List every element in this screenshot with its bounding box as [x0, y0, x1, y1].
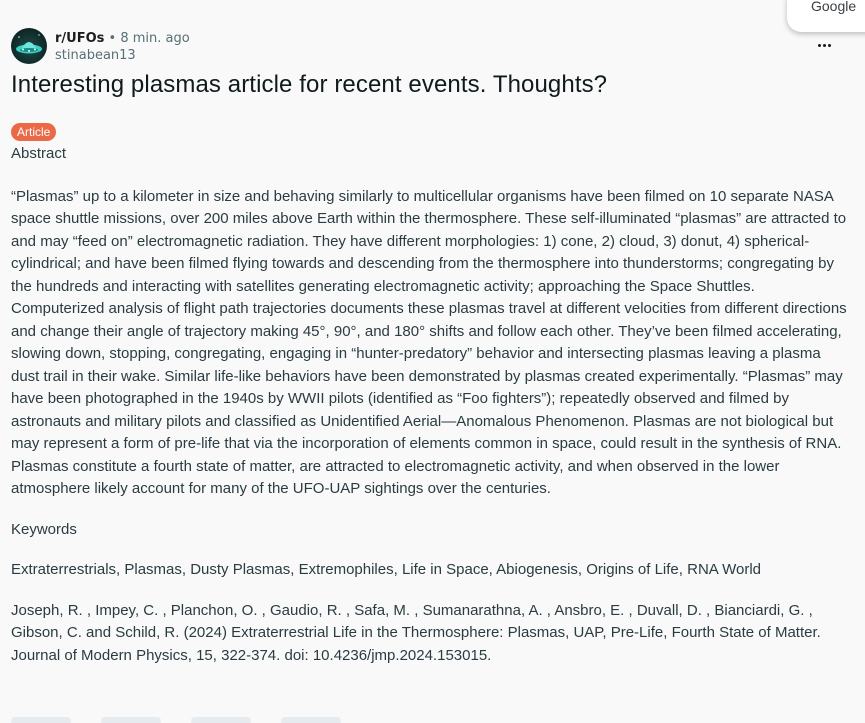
post-time: 8 min. ago [120, 31, 190, 46]
ufo-icon [11, 28, 47, 64]
post-action-bar [11, 717, 341, 723]
more-dots-icon [818, 44, 821, 47]
meta-separator: • [108, 31, 117, 46]
subreddit-avatar[interactable] [11, 28, 47, 64]
google-popup[interactable] [787, 0, 865, 32]
award-button[interactable] [191, 717, 251, 723]
share-button[interactable] [281, 717, 341, 723]
post-author[interactable]: stinabean13 [55, 48, 136, 63]
subreddit-name[interactable]: r/UFOs [55, 31, 105, 46]
abstract-heading: Abstract [11, 145, 67, 162]
abstract-text: “Plasmas” up to a kilometer in size and behaving similarly to multicellular organisms have been filmed on 10 separate NASA space shuttle missions, over 200 miles above Earth within the thermosphere. These self-illuminated “plasmas” are attracted to and may “feed on” electromagnetic radiation. They have different morphologies: 1) cone, 2) cloud, 3) donut, 4) spherical-cylindrical; and have been filmed flying towards and descending from the thermosphere into thunderstorms; congregating by the hundreds and interacting with satellites generating electromagnetic activity; approaching the Space Shuttles. Computerized analysis of flight path trajectories documents these plasmas travel at different velocities from different directions and change their angle of trajectory making 45°, 90°, and 180° shifts and follow each other. They’ve been filmed accelerating, slowing down, stopping, congregating, engaging in “hunter-predatory” behavior and intersecting plasmas leaving a plasma dust trail in their wake. Similar life-like behaviors have been demonstrated by plasmas created experimentally. “Plasmas” may have been photographed in the 1940s by WWII pilots (identified as “Foo fighters”); repeatedly observed and filmed by astronauts and military pilots and classified as Unidentified Aerial—Anomalous Phenomenon. Plasmas are not biological but may represent a form of pre-life that via the incorporation of elements common in space, could result in the synthesis of RNA. Plasmas constitute a fourth state of matter, are attracted to electromagnetic activity, and when observed in the lower atmosphere likely account for many of the UFO-UAP sightings over the centuries. [11, 187, 847, 497]
more-dots-icon [828, 44, 831, 47]
google-popup-label: Google [811, 0, 857, 14]
keywords-text: Extraterrestrials, Plasmas, Dusty Plasmas, Extremophiles, Life in Space, Abiogenesis, Origins of Life, RNA World [11, 561, 762, 578]
more-dots-icon [823, 44, 826, 47]
more-options-button[interactable] [812, 36, 836, 54]
post-flair[interactable]: Article [11, 123, 56, 141]
vote-button[interactable] [11, 717, 71, 723]
citation-text: Joseph, R. , Impey, C. , Planchon, O. , Gaudio, R. , Safa, M. , Sumanarathna, A. , Ansbro, E. , Duvall, D. , Bianciardi, G. , Gibson, C. and Schild, R. (2024) Extraterrestrial Life in the Thermosphere: Plasmas, UAP, Pre-Life, Fourth State of Matter. Journal of Modern Physics, 15, 322-374. doi: 10.4236/jmp.2024.153015. [11, 601, 821, 664]
post-body [11, 143, 851, 667]
post-title[interactable]: Interesting plasmas article for recent events. Thoughts? [11, 71, 608, 98]
post-meta [55, 30, 190, 64]
keywords-heading: Keywords [11, 520, 77, 538]
comments-button[interactable] [101, 717, 161, 723]
